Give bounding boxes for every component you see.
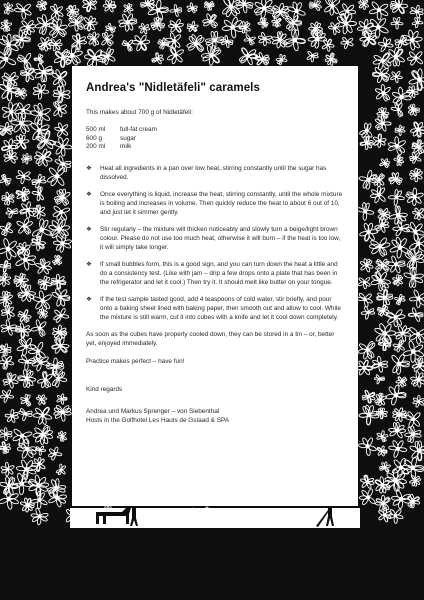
flower-ornament: [168, 19, 183, 33]
flower-ornament: [370, 271, 390, 291]
flower-ornament: [374, 374, 384, 384]
flower-ornament: [358, 341, 376, 360]
flower-ornament: [1, 320, 17, 336]
flower-ornament: [53, 137, 72, 157]
regards-line: Kind regards: [86, 385, 123, 393]
flower-ornament: [222, 17, 244, 39]
flower-ornament: [15, 88, 27, 100]
ingredient-quantity: 500 ml: [86, 126, 106, 133]
flower-ornament: [391, 353, 410, 374]
flower-ornament: [13, 134, 29, 149]
flower-ornament: [391, 17, 403, 29]
flower-ornament: [374, 476, 390, 493]
flower-ornament: [395, 125, 406, 135]
flower-ornament: [377, 107, 389, 119]
flower-ornament: [255, 52, 270, 66]
flower-ornament: [123, 3, 133, 13]
flower-ornament: [122, 39, 134, 51]
flower-ornament: [410, 5, 423, 18]
ingredient-list: [86, 126, 344, 152]
flower-ornament: [2, 102, 19, 122]
ingredient-name: sugar: [120, 134, 136, 142]
flower-ornament: [34, 63, 54, 82]
flower-ornament: [388, 440, 407, 458]
flower-ornament: [87, 32, 100, 46]
flower-ornament: [48, 19, 68, 39]
flower-ornament: [357, 292, 373, 307]
flower-ornament: [32, 187, 44, 201]
recipe-card: [72, 66, 358, 506]
flower-ornament: [0, 488, 19, 509]
ingredient-row: [86, 126, 344, 135]
flower-ornament: [394, 294, 405, 305]
flower-ornament: [387, 47, 405, 67]
flower-ornament: [16, 459, 37, 479]
flower-ornament: [403, 267, 424, 288]
flower-ornament: [404, 249, 424, 270]
flower-ornament: [404, 426, 421, 443]
flower-ornament: [394, 155, 404, 165]
flower-ornament: [37, 371, 53, 388]
flower-ornament: [17, 439, 37, 459]
flower-ornament: [152, 53, 164, 65]
flower-ornament: [369, 1, 389, 20]
flower-ornament: [0, 476, 18, 495]
flower-ornament: [68, 15, 85, 31]
step-list: [86, 164, 344, 322]
flower-ornament: [412, 140, 424, 154]
flower-ornament: [376, 289, 393, 306]
flower-ornament: [374, 393, 386, 406]
flower-ornament: [18, 369, 36, 387]
flower-ornament: [33, 83, 49, 99]
flower-ornament: [388, 189, 404, 205]
signature-names: Andrea und Markus Sprenger – von Siebenthal: [86, 407, 220, 415]
flower-ornament: [389, 172, 403, 185]
flower-ornament: [17, 53, 33, 70]
flower-ornament: [388, 422, 405, 439]
flower-ornament: [4, 150, 18, 163]
flower-ornament: [6, 207, 18, 218]
flower-ornament: [31, 319, 47, 336]
ingredient-quantity: 600 g: [86, 134, 102, 142]
flower-ornament: [33, 205, 46, 219]
flower-ornament: [359, 170, 378, 189]
flower-ornament: [16, 217, 33, 234]
flower-ornament: [18, 354, 35, 371]
flower-ornament: [34, 54, 44, 64]
flower-ornament: [18, 408, 32, 421]
flower-ornament: [322, 39, 335, 52]
flower-ornament: [375, 84, 391, 101]
flower-ornament: [52, 325, 67, 340]
flower-ornament: [14, 273, 29, 288]
flower-ornament: [33, 406, 52, 425]
flower-ornament: [376, 431, 388, 443]
flower-ornament: [187, 3, 198, 14]
flower-ornament: [0, 291, 13, 307]
flower-ornament: [28, 475, 49, 496]
flower-ornament: [410, 121, 424, 137]
flower-ornament: [36, 0, 47, 11]
flower-ornament: [392, 407, 406, 421]
flower-ornament: [105, 23, 115, 33]
flower-ornament: [410, 372, 424, 388]
step-text: If small bubbles form, this is a good sign, and you can turn down the heat a little and do a consistency test. (Like with jam – drip a few drops onto a plate that has been in the refrigerator and let it cool.) Then try it. It should melt like butter on your tongue.: [100, 260, 338, 286]
flower-ornament: [307, 51, 319, 62]
flower-ornament: [356, 360, 373, 376]
flower-ornament: [359, 123, 373, 138]
flower-ornament: [372, 173, 385, 186]
flower-ornament: [53, 308, 69, 323]
storage-note: As soon as the cubes have properly cooled down, they can be stored in a tin – or, better yet, enjoyed immediately.: [86, 330, 335, 347]
flower-ornament: [284, 29, 306, 51]
flower-ornament: [34, 148, 52, 166]
flower-ornament: [244, 34, 256, 45]
flower-ornament: [370, 186, 386, 203]
flower-ornament: [158, 38, 169, 49]
flower-ornament: [375, 495, 391, 511]
flower-ornament: [412, 208, 424, 220]
flower-ornament: [1, 305, 15, 319]
flower-ornament: [236, 0, 253, 13]
flower-ornament: [36, 394, 47, 405]
flower-ornament: [0, 428, 12, 441]
flower-ornament: [35, 446, 45, 456]
flower-ornament: [103, 0, 116, 12]
ingredient-row: [86, 135, 344, 144]
flower-ornament: [408, 104, 420, 116]
ingredient-name: milk: [120, 143, 132, 151]
flower-ornament: [410, 152, 422, 164]
flower-ornament: [82, 0, 97, 12]
flower-ornament: [16, 170, 31, 184]
flower-ornament: [272, 17, 282, 27]
flower-ornament: [186, 34, 205, 52]
flower-ornament: [309, 0, 322, 11]
flower-ornament: [31, 508, 49, 525]
flower-ornament: [0, 122, 13, 136]
flower-ornament: [389, 206, 408, 225]
flower-ornament: [56, 464, 66, 475]
flower-ornament: [406, 188, 424, 206]
flower-ornament: [53, 234, 72, 253]
flower-ornament: [14, 3, 32, 20]
flower-ornament: [0, 389, 14, 402]
flower-ornament: [30, 103, 51, 125]
flower-ornament: [139, 23, 150, 34]
flower-ornament: [31, 219, 52, 241]
flower-ornament: [409, 168, 422, 182]
flower-ornament: [392, 275, 403, 286]
flower-ornament: [357, 19, 374, 36]
flower-ornament: [362, 390, 375, 403]
flower-ornament: [54, 122, 68, 137]
flower-ornament: [53, 86, 71, 104]
flower-ornament: [276, 54, 287, 65]
flower-ornament: [373, 134, 386, 148]
flower-ornament: [33, 425, 53, 445]
flower-ornament: [54, 189, 71, 206]
flower-ornament: [258, 32, 272, 46]
flower-ornament: [51, 274, 66, 289]
flower-ornament: [407, 51, 423, 66]
flower-ornament: [201, 45, 221, 66]
flower-ornament: [167, 46, 185, 64]
step-item: [86, 260, 344, 287]
flower-ornament: [54, 155, 71, 172]
flower-ornament: [35, 14, 56, 35]
recipe-title: Andrea's "Nidletäfeli" caramels: [86, 82, 260, 94]
flower-ornament: [48, 447, 62, 461]
flower-ornament: [48, 218, 70, 239]
flower-ornament: [10, 113, 32, 135]
flower-ornament: [393, 340, 405, 353]
flower-ornament: [407, 494, 420, 508]
diamond-bullet-icon: ❖: [86, 164, 92, 172]
flower-ornament: [0, 174, 11, 186]
flower-ornament: [71, 33, 87, 50]
flower-ornament: [408, 307, 423, 322]
step-text: Heat all ingredients in a pan over low heat, stirring constantly until the sugar has dissolved.: [100, 164, 327, 181]
signature-hotel: Hosts in the Golfhotel Les Hauts de Gstaad & SPA: [86, 416, 230, 424]
flower-ornament: [16, 187, 31, 202]
flower-ornament: [3, 3, 13, 14]
flower-ornament: [389, 237, 410, 259]
flower-ornament: [101, 32, 114, 47]
flower-ornament: [53, 404, 71, 421]
flower-ornament: [35, 131, 56, 150]
flower-ornament: [360, 136, 373, 149]
flower-ornament: [379, 158, 389, 168]
flower-ornament: [391, 102, 404, 117]
flower-ornament: [66, 5, 79, 18]
flower-ornament: [239, 47, 258, 66]
flower-ornament: [0, 238, 18, 260]
flower-ornament: [0, 441, 11, 453]
flower-ornament: [19, 20, 36, 36]
step-item: [86, 225, 344, 252]
flower-ornament: [35, 259, 52, 275]
flower-ornament: [5, 409, 19, 423]
flower-ornament: [359, 488, 376, 505]
flower-ornament: [0, 355, 14, 369]
flower-ornament: [258, 18, 268, 28]
recipe-intro: This makes about 700 g of Nidletäfeli:: [86, 109, 193, 116]
step-item: [86, 295, 344, 322]
diamond-bullet-icon: ❖: [86, 225, 92, 233]
flower-ornament: [412, 358, 424, 373]
flower-ornament: [52, 255, 62, 265]
flower-ornament: [409, 289, 424, 307]
flower-ornament: [57, 431, 67, 441]
flower-ornament: [54, 49, 73, 68]
flower-ornament: [0, 344, 11, 356]
diamond-bullet-icon: ❖: [86, 190, 92, 198]
flower-ornament: [390, 0, 408, 14]
flower-ornament: [356, 202, 374, 220]
flower-ornament: [31, 236, 46, 251]
flower-ornament: [385, 385, 406, 406]
flower-ornament: [119, 13, 137, 31]
flower-ornament: [15, 323, 30, 338]
flower-ornament: [393, 220, 410, 237]
flower-ornament: [1, 462, 15, 476]
flower-ornament: [375, 115, 391, 132]
flower-ornament: [359, 405, 379, 425]
flower-ornament: [3, 373, 19, 389]
flower-ornament: [38, 36, 53, 51]
flower-ornament: [394, 325, 411, 342]
flower-ornament: [387, 255, 405, 273]
flower-ornament: [203, 13, 219, 28]
flower-ornament: [360, 258, 374, 272]
step-item: [86, 164, 344, 182]
flower-ornament: [83, 16, 97, 31]
flower-ornament: [170, 5, 182, 17]
diamond-bullet-icon: ❖: [86, 295, 92, 303]
flower-ornament: [56, 394, 67, 405]
flower-ornament: [377, 446, 388, 457]
flower-ornament: [187, 21, 198, 32]
alpine-scene-silhouette: [0, 494, 424, 600]
flower-ornament: [2, 192, 15, 205]
flower-ornament: [404, 411, 421, 428]
flower-ornament: [0, 260, 11, 272]
flower-ornament: [413, 395, 424, 407]
flower-ornament: [325, 53, 338, 66]
ingredient-row: [86, 143, 344, 152]
flower-ornament: [38, 276, 52, 290]
flower-ornament: [132, 34, 150, 51]
flower-ornament: [15, 249, 36, 271]
flower-ornament: [51, 288, 70, 307]
flower-ornament: [358, 0, 369, 10]
step-text: Once everything is liquid, increase the heat, stirring constantly, until the whole mixture is boiling and increases in volume. Then quickly reduce the heat to about 6 out of 10, and just let it simmer gently.: [100, 190, 343, 216]
step-text: Stir regularly – the mixture will thicken noticeably and slowly turn a beige/light brown colour. Please do not use too much heat, otherwise it will burn – if the heat is too low, it will simply take longer.: [100, 225, 341, 251]
flower-ornament: [0, 222, 13, 236]
flower-ornament: [358, 437, 377, 456]
closing-line: Practice makes perfect – have fun!: [86, 357, 185, 365]
ingredient-name: full-fat cream: [120, 126, 157, 133]
diamond-bullet-icon: ❖: [86, 260, 92, 268]
flower-ornament: [360, 475, 374, 489]
flower-ornament: [0, 273, 11, 287]
flower-ornament: [50, 4, 64, 20]
flower-ornament: [412, 17, 423, 28]
ingredient-quantity: 200 ml: [86, 143, 106, 151]
flower-ornament: [204, 1, 214, 11]
flower-ornament: [372, 356, 388, 372]
flower-ornament: [20, 394, 31, 406]
flower-ornament: [32, 457, 46, 471]
flower-ornament: [359, 223, 378, 242]
flower-ornament: [379, 462, 390, 473]
flower-ornament: [0, 20, 12, 32]
step-text: If the test sample tasted good, add 4 teaspoons of cold water, stir briefly, and pour onto a baking sheet lined with baking paper, then smooth out and allow to cool. While the mixture is still warm, cut it into cubes with a knife and let it cool down completely.: [100, 295, 341, 321]
flower-ornament: [341, 37, 354, 49]
flower-ornament: [358, 277, 371, 289]
flower-ornament: [390, 71, 402, 83]
flower-ornament: [361, 306, 375, 319]
flower-ornament: [18, 309, 31, 322]
flower-ornament: [388, 137, 407, 156]
step-item: [86, 190, 344, 217]
flower-ornament: [21, 154, 31, 164]
flower-ornament: [395, 35, 408, 48]
flower-ornament: [324, 0, 341, 15]
flower-ornament: [328, 22, 340, 34]
